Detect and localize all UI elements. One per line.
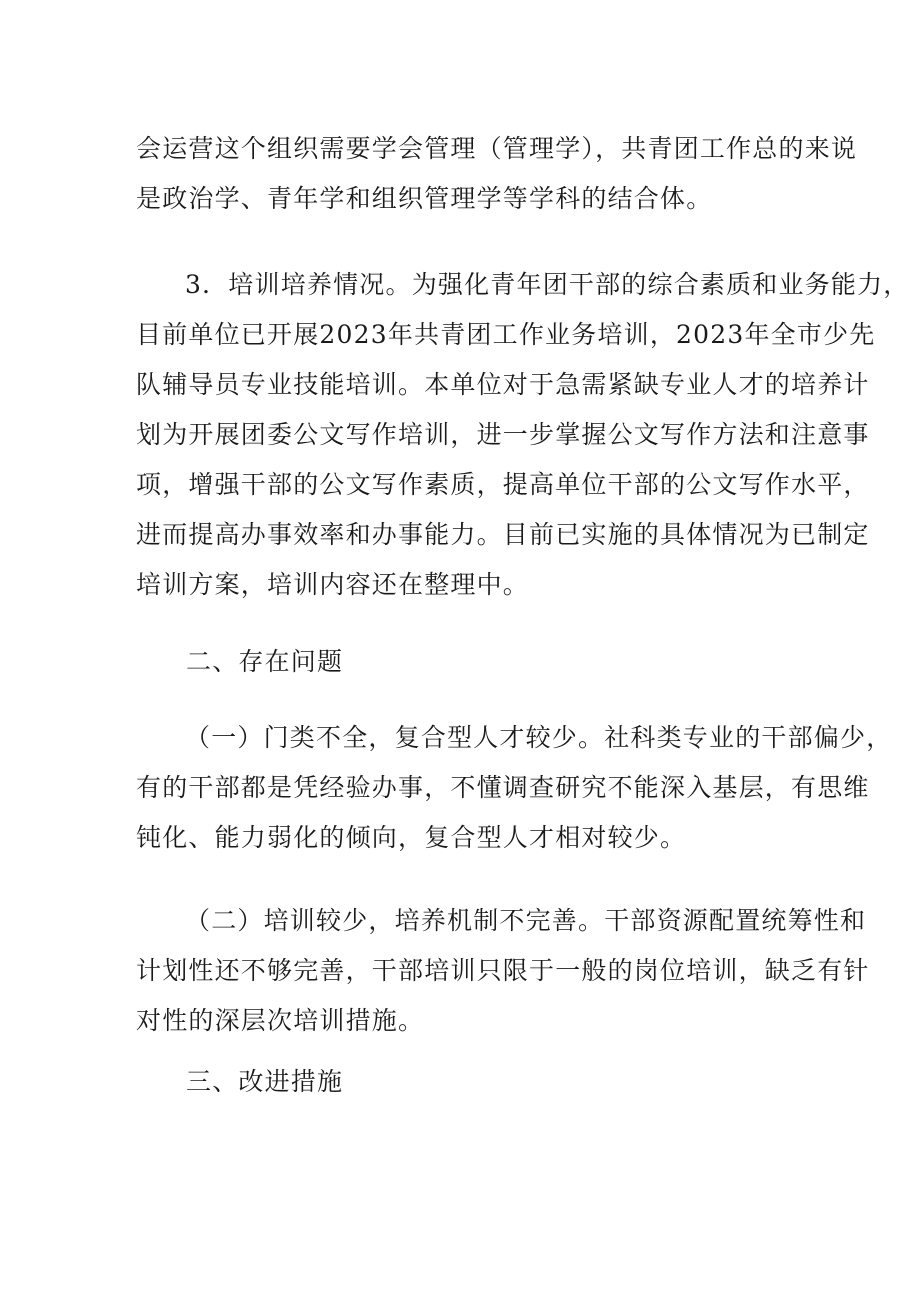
paragraph-line-9: 培训方案，培训内容还在整理中。 bbox=[136, 570, 530, 599]
paragraph-line-12: 钝化、能力弱化的倾向，复合型人才相对较少。 bbox=[136, 823, 687, 852]
paragraph-line-14: 计划性还不够完善，干部培训只限于一般的岗位培训，缺乏有针 bbox=[136, 956, 870, 985]
paragraph-line-15: 对性的深层次培训措施。 bbox=[136, 1006, 425, 1035]
section-heading-2: 二、存在问题 bbox=[186, 647, 344, 676]
section-heading-3: 三、改进措施 bbox=[186, 1067, 344, 1096]
paragraph-line-13: （二）培训较少，培养机制不完善。干部资源配置统筹性和 bbox=[185, 906, 867, 935]
paragraph-line-3: 3．培训培养情况。为强化青年团干部的综合素质和业务能力， bbox=[185, 270, 910, 299]
paragraph-line-11: 有的干部都是凭经验办事，不懂调查研究不能深入基层，有思维 bbox=[136, 773, 870, 802]
paragraph-line-1: 会运营这个组织需要学会管理（管理学），共青团工作总的来说 bbox=[136, 134, 858, 163]
paragraph-line-5: 队辅导员专业技能培训。本单位对于急需紧缺专业人才的培养计 bbox=[136, 370, 870, 399]
paragraph-line-10: （一）门类不全，复合型人才较少。社科类专业的干部偏少， bbox=[185, 723, 893, 752]
paragraph-line-4: 目前单位已开展2023年共青团工作业务培训，2023年全市少先 bbox=[136, 320, 876, 349]
paragraph-line-8: 进而提高办事效率和办事能力。目前已实施的具体情况为已制定 bbox=[136, 520, 870, 549]
paragraph-line-6: 划为开展团委公文写作培训，进一步掌握公文写作方法和注意事 bbox=[136, 420, 870, 449]
paragraph-line-7: 项，增强干部的公文写作素质，提高单位干部的公文写作水平， bbox=[136, 470, 870, 499]
paragraph-line-2: 是政治学、青年学和组织管理学等学科的结合体。 bbox=[136, 184, 713, 213]
